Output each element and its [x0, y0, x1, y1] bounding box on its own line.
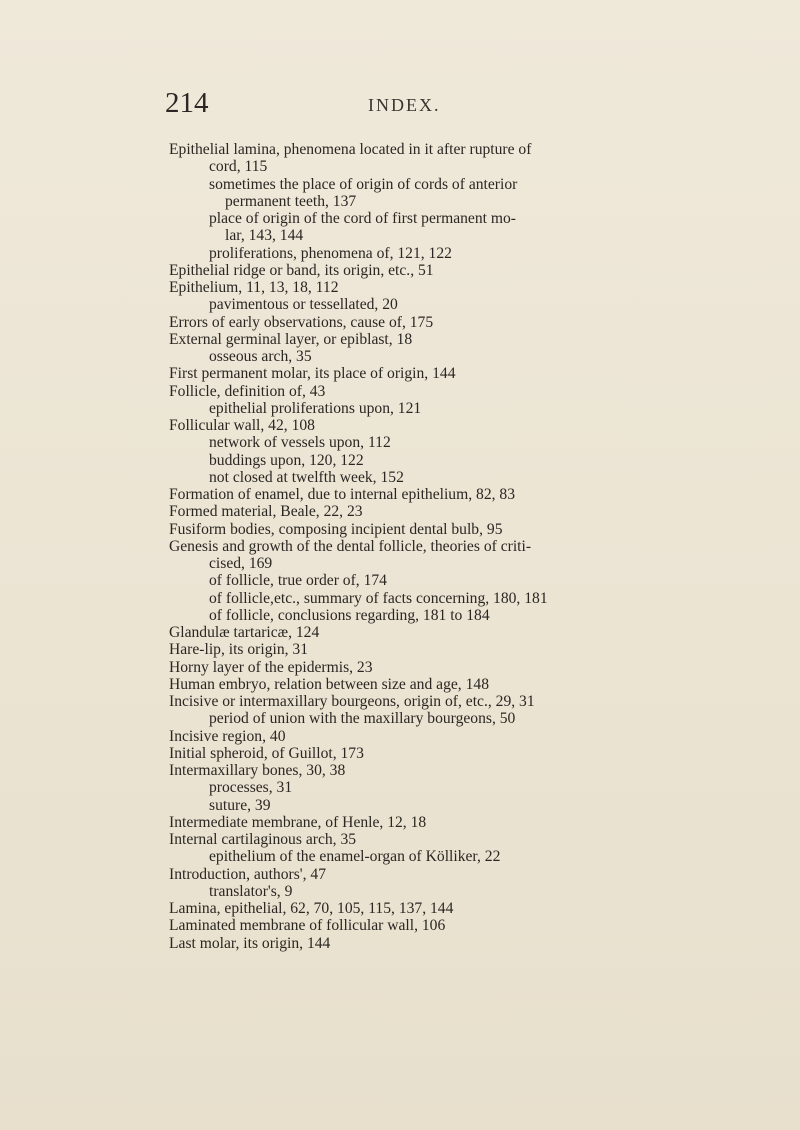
index-subentry: [169, 590, 709, 607]
entry-text: Formation of enamel, due to internal epithelium, 82, 83: [169, 486, 516, 503]
index-subentry: [169, 469, 709, 486]
index-entry: [169, 935, 709, 952]
index-list: [169, 141, 709, 952]
index-entry: [169, 641, 709, 658]
entry-text: Epithelial ridge or band, its origin, etc., 51: [169, 261, 434, 279]
entry-text: Hare-lip, its origin, 31: [169, 641, 309, 659]
index-entry: [169, 538, 709, 573]
entry-text: Follicular wall, 42, 108: [169, 417, 315, 434]
entry-text: place of origin of the cord of first permanent mo-: [209, 210, 517, 227]
entry-text: Glandulæ tartaricæ, 124: [169, 624, 320, 641]
entry-text: pavimentous or tessellated, 20: [209, 296, 398, 314]
index-entry: [169, 831, 709, 848]
entry-text: Incisive region, 40: [169, 727, 286, 745]
entry-text: epithelial proliferations upon, 121: [209, 399, 422, 417]
page-number: 214: [165, 87, 209, 119]
entry-continuation: cised, 169: [209, 555, 273, 572]
entry-text: osseous arch, 35: [209, 348, 312, 365]
index-subentry: [169, 296, 709, 313]
entry-text: Introduction, authors', 47: [169, 865, 326, 883]
entry-continuation: lar, 143, 144: [225, 227, 304, 245]
index-entry: [169, 866, 709, 883]
entry-text: of follicle,etc., summary of facts concerning, 180, 181: [209, 589, 548, 607]
entry-text: Incisive or intermaxillary bourgeons, origin of, etc., 29, 31: [169, 693, 535, 710]
index-entry: [169, 676, 709, 693]
running-head: INDEX.: [368, 95, 441, 115]
entry-text: buddings upon, 120, 122: [209, 451, 364, 469]
entry-text: Errors of early observations, cause of, 175: [169, 313, 434, 331]
index-subentry: [169, 434, 709, 451]
index-entry: [169, 503, 709, 520]
index-entry: [169, 486, 709, 503]
entry-text: Laminated membrane of follicular wall, 106: [169, 917, 446, 935]
index-subentry: [169, 572, 709, 589]
entry-text: External germinal layer, or epiblast, 18: [169, 330, 413, 348]
entry-continuation: permanent teeth, 137: [225, 192, 357, 210]
entry-text: Fusiform bodies, composing incipient dental bulb, 95: [169, 520, 503, 538]
entry-text: Epithelium, 11, 13, 18, 112: [169, 279, 339, 296]
entry-text: Lamina, epithelial, 62, 70, 105, 115, 137, 144: [169, 900, 454, 917]
index-entry: [169, 693, 709, 710]
index-subentry: [169, 883, 709, 900]
index-entry: [169, 331, 709, 348]
entry-text: sometimes the place of origin of cords of anterior: [209, 175, 518, 193]
index-entry: [169, 624, 709, 641]
index-entry: [169, 365, 709, 382]
index-subentry: [169, 797, 709, 814]
index-entry: [169, 745, 709, 762]
entry-text: of follicle, true order of, 174: [209, 572, 387, 590]
index-subentry: [169, 607, 709, 624]
index-subentry: [169, 400, 709, 417]
index-entry: [169, 814, 709, 831]
index-entry: [169, 762, 709, 779]
entry-text: not closed at twelfth week, 152: [209, 468, 404, 486]
index-subentry: [169, 210, 709, 245]
entry-text: Initial spheroid, of Guillot, 173: [169, 744, 364, 762]
entry-text: Internal cartilaginous arch, 35: [169, 831, 357, 848]
entry-continuation: cord, 115: [209, 158, 268, 176]
index-entry: [169, 917, 709, 934]
entry-text: of follicle, conclusions regarding, 181 to 184: [209, 606, 490, 624]
index-entry: [169, 521, 709, 538]
entry-text: Genesis and growth of the dental follicle, theories of criti-: [169, 537, 532, 555]
entry-text: proliferations, phenomena of, 121, 122: [209, 244, 452, 262]
index-entry: [169, 141, 709, 176]
index-subentry: [169, 779, 709, 796]
entry-text: network of vessels upon, 112: [209, 434, 391, 452]
index-entry: [169, 279, 709, 296]
index-entry: [169, 659, 709, 676]
entry-text: translator's, 9: [209, 882, 293, 900]
entry-text: Last molar, its origin, 144: [169, 934, 331, 952]
index-subentry: [169, 176, 709, 211]
entry-text: Formed material, Beale, 22, 23: [169, 503, 363, 521]
index-entry: [169, 728, 709, 745]
entry-text: First permanent molar, its place of origin, 144: [169, 365, 456, 383]
index-subentry: [169, 348, 709, 365]
entry-text: epithelium of the enamel-organ of Kölliker, 22: [209, 848, 501, 866]
index-entry: [169, 262, 709, 279]
entry-text: suture, 39: [209, 796, 271, 814]
entry-text: Epithelial lamina, phenomena located in it after rupture of: [169, 141, 532, 158]
index-entry: [169, 900, 709, 917]
index-entry: [169, 383, 709, 400]
index-entry: [169, 314, 709, 331]
entry-text: Intermaxillary bones, 30, 38: [169, 762, 346, 779]
entry-text: processes, 31: [209, 779, 293, 797]
entry-text: Human embryo, relation between size and age, 148: [169, 675, 489, 693]
index-subentry: [169, 245, 709, 262]
index-subentry: [169, 848, 709, 865]
index-subentry: [169, 710, 709, 727]
entry-text: Horny layer of the epidermis, 23: [169, 658, 373, 676]
entry-text: Follicle, definition of, 43: [169, 382, 326, 400]
entry-text: period of union with the maxillary bourgeons, 50: [209, 710, 516, 728]
entry-text: Intermediate membrane, of Henle, 12, 18: [169, 813, 427, 831]
index-subentry: [169, 452, 709, 469]
index-entry: [169, 417, 709, 434]
